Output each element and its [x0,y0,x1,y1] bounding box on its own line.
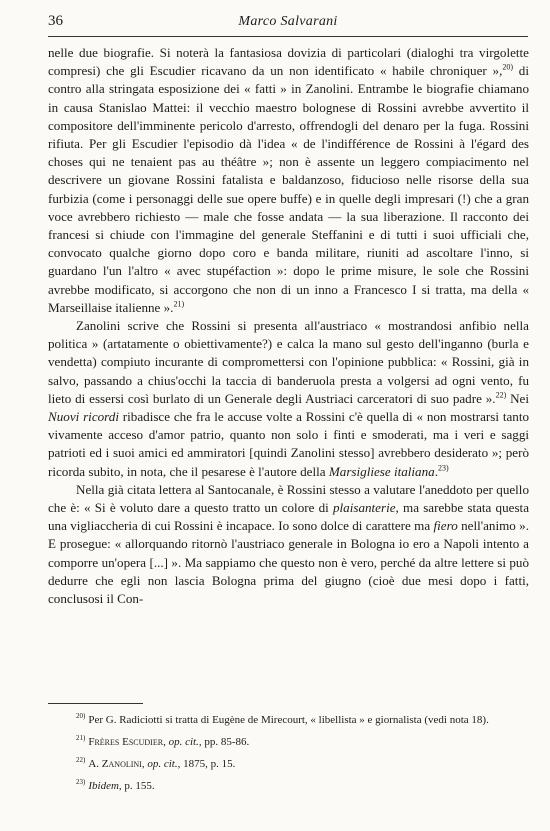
footnote-divider [48,703,143,704]
footnote-20: $^{20)}$ Per G. Radiciotti si tratta di Eugène de Mirecourt, « libellista » e giornalista (vedi nota 18). [76,712,489,726]
footnote-21: $^{21)}$ Frères Escudier, op. cit., pp. 85-86. [76,734,250,748]
title-marsigliese-italiana: Marsigliese italiana [328,463,435,479]
italic-plaisanterie: plaisanterie [332,500,396,516]
title-nuovi-ricordi: Nuovi ricordi [48,409,119,425]
paragraph-1: nelle due biografie. Si noterà la fantasiosa dovizia di particolari (dialoghi tra virgolette compresi) che gli Escudier ricavano da un non identificato « habile chroniquer »,$^{20)}$ di contro alla stringata esposizione dei « fatti » in Zanolini. Entrambe le biografie chiamano in causa Stanislao Mattei: il vecchio maestro bolognese di Rossini avrebbe avvertito il compositore dell'imminente pericolo d'arresto, offrendogli del denaro per la fuga. Rossini rifiuta. Per gli Escudier l'episodio dà l'idea « de l'indifférence de Rossini à l'égard des choses qui ne tenaient pas au théâtre »; non è assente un leggero compiacimento nel descrivere un giovane Rossini fatalista e baldanzoso, fiducioso nelle risorse della sua furbizia (come i personaggi delle sue opere buffe) e in quelle degli impresari (!) che a gran voce avrebbero richiesto — male che fosse andata — la sua liberazione. Il racconto dei francesi si chiude con l'immagine del generale Steffanini e di tutti i suoi ufficiali che, convocato qualche giorno dopo coro e banda militare, riuniti ad ascoltare l'inno, si guardano l'un l'altro « avec stupéfaction »: dopo le prime misure, le sole che Rossini avrebbe modificato, si accorgono che non di un inno a Francesco I si tratta, ma della « Marseillaise italienne ».$^{21)}$ [48,45,529,315]
page-number: 36 [48,13,63,29]
italic-fiero: fiero [433,518,458,534]
footnote-ref-22: 22) [495,390,507,400]
paragraph-3: Nella già citata lettera al Santocanale, è Rossini stesso a valutare l'aneddoto per quello che è: « Si è voluto dare a questo tratto un colore di plaisanterie, ma sarebbe stata questa una vigliaccheria di cui Rossini è incapace. Io sono dolce di carattere ma fiero nell'animo ». E prosegue: « allorquando ritornò l'austriaco generale in Bologna io ero a Napoli intento a comporre un'opera [...] ». Ma sappiamo che questo non è vero, perché da altre lettere si può dedurre che egli non lascia Bologna prima del giugno (cioè due mesi dopo i fatti, conclusosi il Con- [48,481,530,607]
footnote-ref-21: 21) [173,299,185,309]
footnotes [48,712,529,800]
page-header [48,12,528,37]
footnote-ref-20: 20) [502,62,514,72]
footnote-ref-23: 23) [437,463,449,473]
paragraph-2: Zanolini scrive che Rossini si presenta all'austriaco « mostrandosi anfibio nella politica » (artatamente o obiettivamente?) e calca la mano sul gesto dell'inganno (burla e vendetta) compiuto incurante di compromettersi con l'opinione pubblica: « Rossini, già in salvo, passando a chius'occhi la taccia di banderuola presta a volgersi ad ogni vento, fu lieto di essersi così burlato di un Generale degli Austriaci carceratori di suo padre ».$^{22)}$ Nei Nuovi ricordi ribadisce che fra le accuse volte a Rossini c'è quella di « non mostrarsi tanto vivamente acceso d'amor patrio, quanto non solo i finti e smoderati, ma i veri e saggi patrioti ed i suoi amici ed ammiratori [quindi Zanolini stesso] avrebbero desiderato »; però ricorda subito, in nota, che il pesarese è l'autore della Marsigliese italiana.$^{23)}$ [48,318,530,479]
footnote-23: $^{23)}$ Ibidem, p. 155. [76,778,155,792]
running-title: Marco Salvarani [238,14,338,29]
footnote-22: $^{22)}$ A. Zanolini, op. cit., 1875, p. 15. [76,756,236,770]
body-text [48,44,529,608]
